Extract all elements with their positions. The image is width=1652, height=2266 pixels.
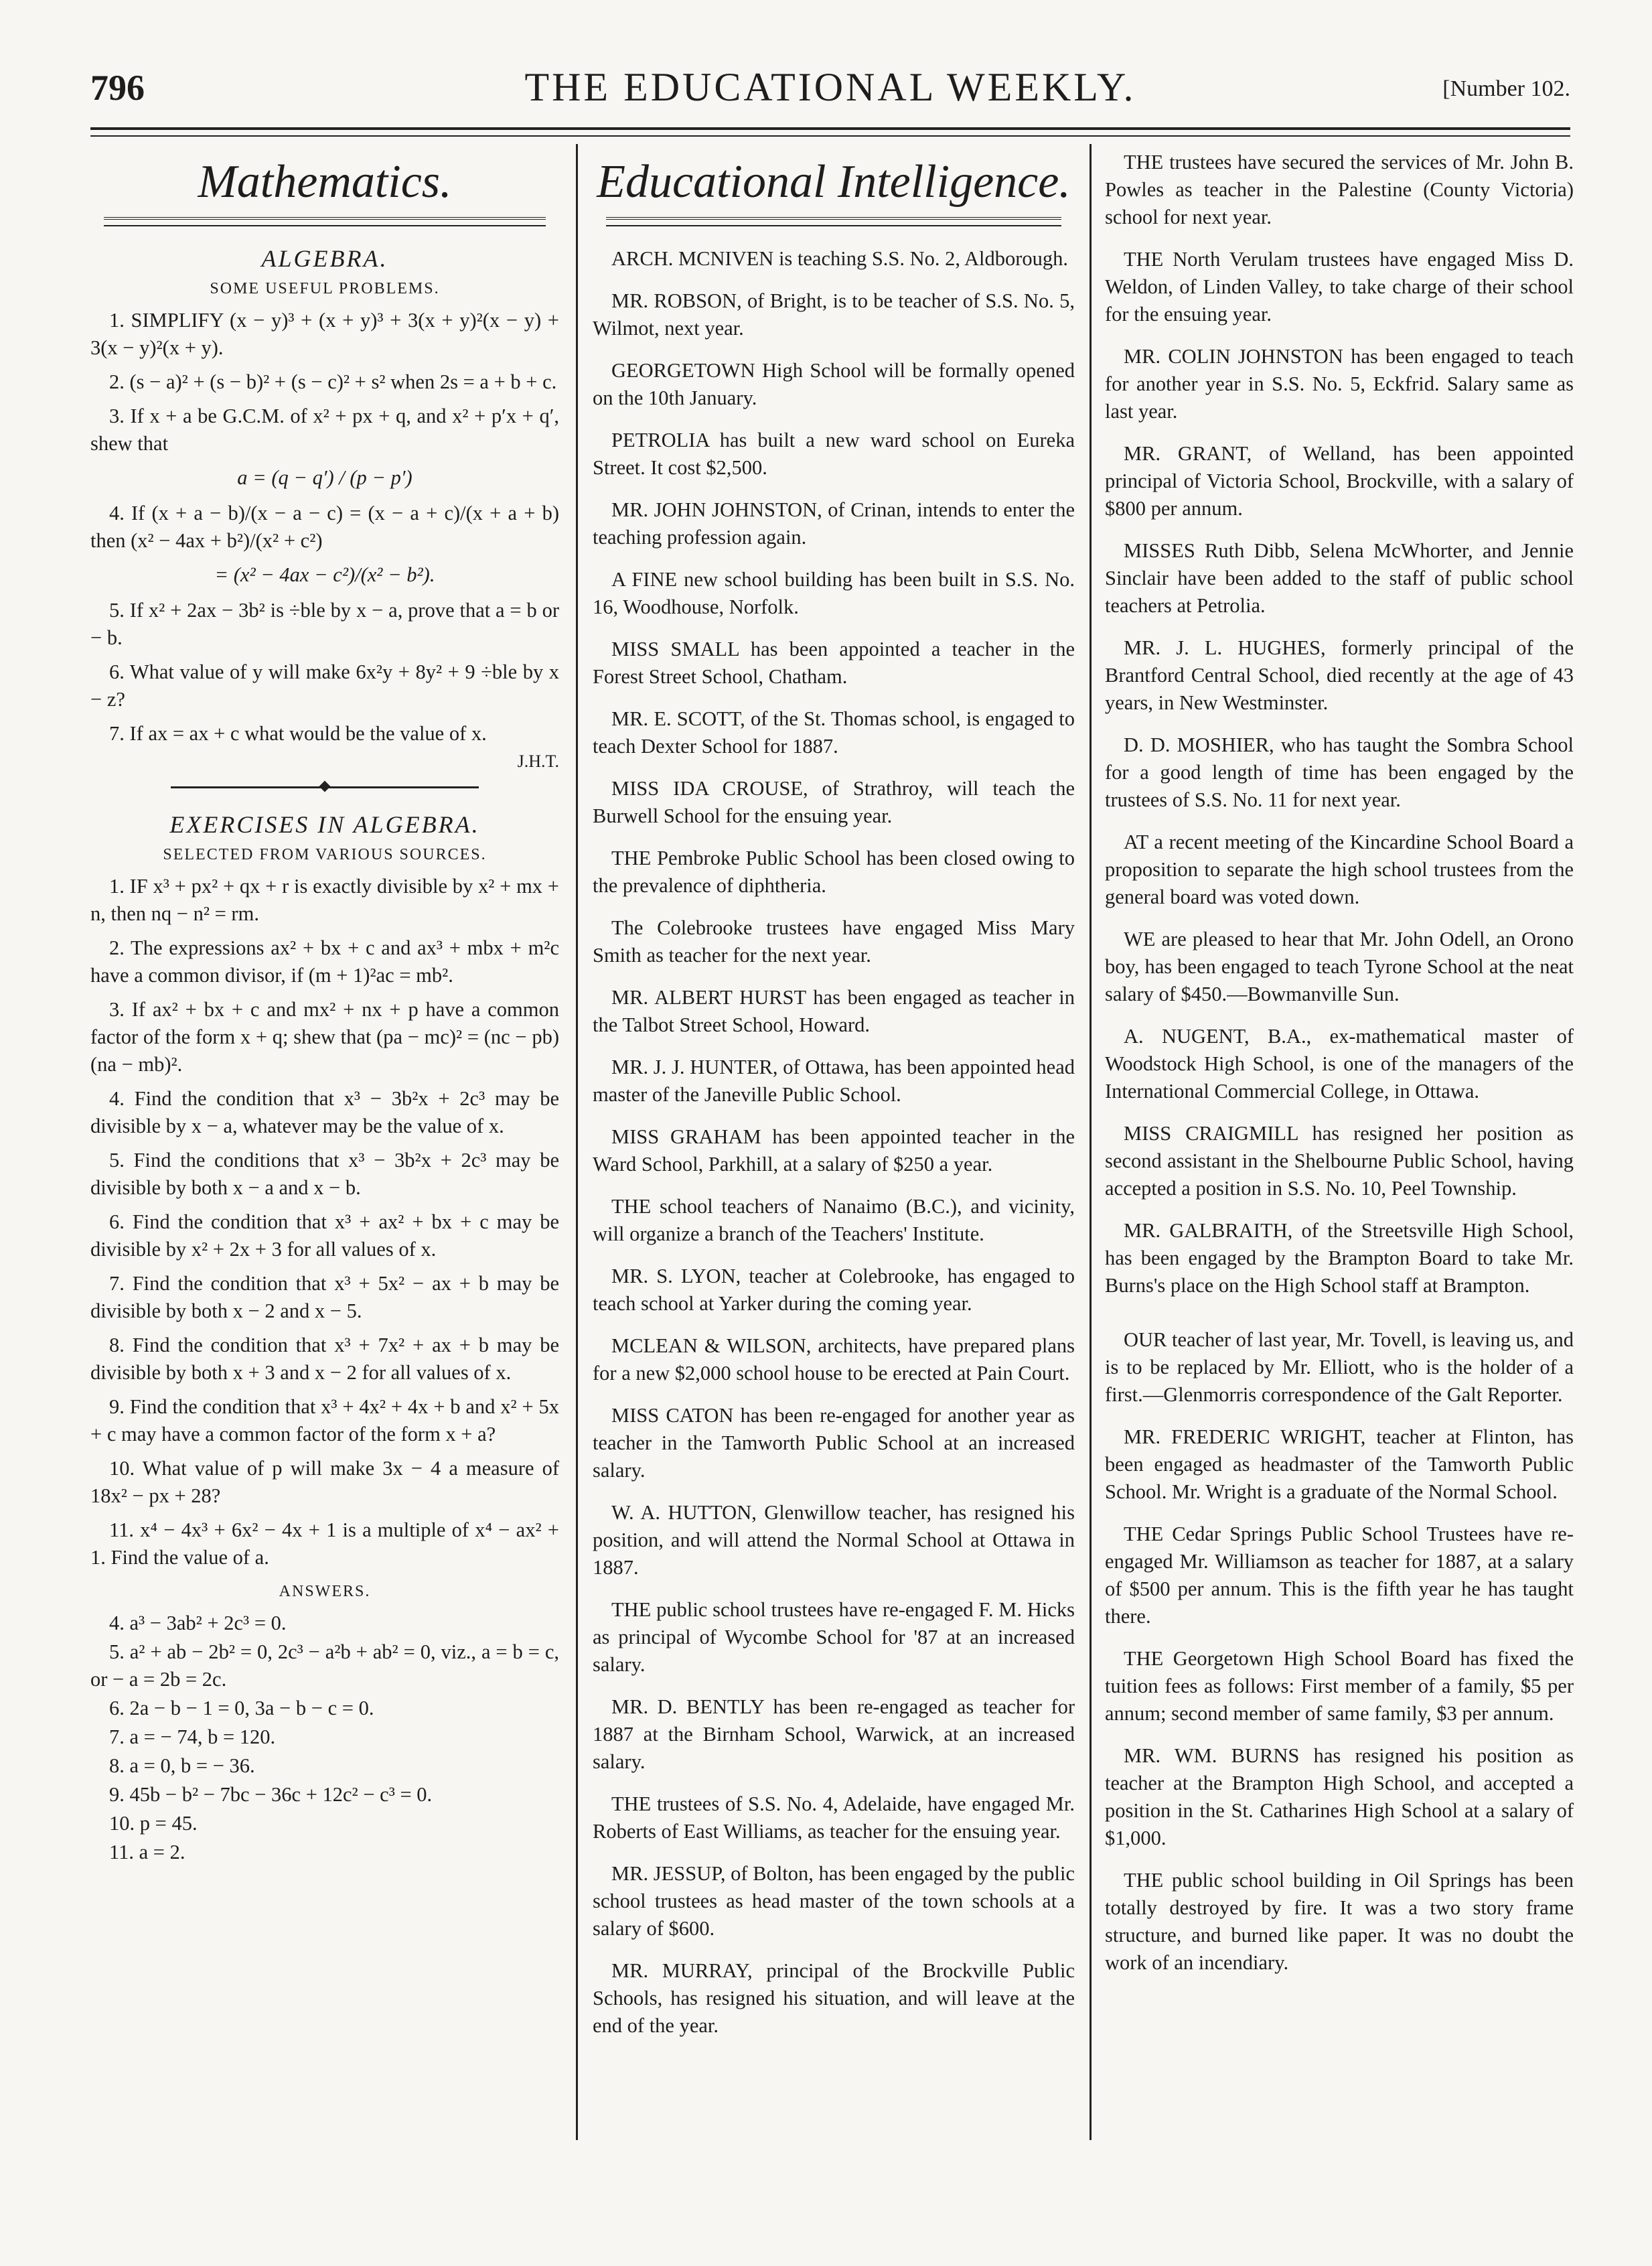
news-item: AT a recent meeting of the Kincardine School Board a proposition to separate the high school trustees from the general board was voted down.	[1105, 831, 1574, 908]
exercises-heading: EXERCISES IN ALGEBRA.	[169, 811, 480, 838]
news-item: THE trustees have secured the services of Mr. John B. Powles as teacher in the Palestine (County Victoria) school for next year.	[1105, 151, 1574, 228]
news-item: MR. GALBRAITH, of the Streetsville High School, has been engaged by the Brampton Board to take Mr. Burns's place on the High School staff at Brampton.	[1105, 1219, 1574, 1297]
news-item: MISS IDA CROUSE, of Strathroy, will teach the Burwell School for the ensuing year.	[593, 777, 1075, 827]
answer-9: 9. 45b − b² − 7bc − 36c + 12c² − c³ = 0.	[109, 1783, 433, 1806]
answer-8: 8. a = 0, b = − 36.	[109, 1754, 255, 1777]
answer-6: 6. 2a − b − 1 = 0, 3a − b − c = 0.	[109, 1697, 374, 1719]
answers-list	[90, 1610, 559, 1866]
masthead-title: THE EDUCATIONAL WEEKLY.	[524, 65, 1136, 109]
problem-7: 7. If ax = ax + c what would be the value of x.	[109, 722, 487, 745]
answer-7: 7. a = − 74, b = 120.	[109, 1725, 276, 1748]
page-header	[90, 62, 1570, 115]
exercise-10: 10. What value of p will make 3x − 4 a measure of 18x² − px + 28?	[90, 1457, 559, 1507]
news-item: THE Cedar Springs Public School Trustees have re-engaged Mr. Williamson as teacher for 1887, at a salary of $500 per annum. This is the fifth year he has taught there.	[1105, 1523, 1574, 1628]
news-item: MR. JOHN JOHNSTON, of Crinan, intends to enter the teaching profession again.	[593, 498, 1075, 549]
news-item: MR. MURRAY, principal of the Brockville Public Schools, has resigned his situation, and will leave at the end of the year.	[593, 1959, 1075, 2037]
educational-intelligence-title: Educational Intelligence.	[597, 156, 1071, 208]
problem-1: 1. SIMPLIFY (x − y)³ + (x + y)³ + 3(x + y)²(x − y) + 3(x − y)²(x + y).	[90, 309, 559, 359]
news-item: THE trustees of S.S. No. 4, Adelaide, have engaged Mr. Roberts of East Williams, as teacher for the ensuing year.	[593, 1792, 1075, 1843]
news-item: THE school teachers of Nanaimo (B.C.), and vicinity, will organize a branch of the Teachers' Institute.	[593, 1195, 1075, 1245]
news-item: A FINE new school building has been built in S.S. No. 16, Woodhouse, Norfolk.	[593, 568, 1075, 618]
news-item: MR. J. J. HUNTER, of Ottawa, has been appointed head master of the Janeville Public School.	[593, 1056, 1075, 1106]
problem-3-formula: a = (q − q′) / (p − p′)	[237, 466, 412, 489]
news-item: MISS CATON has been re-engaged for another year as teacher in the Tamworth Public School at an increased salary.	[593, 1404, 1075, 1482]
problem-5: 5. If x² + 2ax − 3b² is ÷ble by x − a, prove that a = b or − b.	[90, 599, 559, 649]
exercises-subheading: SELECTED FROM VARIOUS SOURCES.	[163, 846, 487, 863]
news-item: PETROLIA has built a new ward school on Eureka Street. It cost $2,500.	[593, 429, 1075, 479]
section-divider	[90, 780, 559, 794]
news-item: MISS CRAIGMILL has resigned her position as second assistant in the Shelbourne Public School, having accepted a position in S.S. No. 10, Peel Township.	[1105, 1122, 1574, 1200]
news-item: GEORGETOWN High School will be formally opened on the 10th January.	[593, 359, 1075, 409]
news-item: MR. S. LYON, teacher at Colebrooke, has engaged to teach school at Yarker during the coming year.	[593, 1265, 1075, 1315]
problem-4: 4. If (x + a − b)/(x − a − c) = (x − a + c)/(x + a + b) then (x² − 4ax + b²)/(x² + c²)	[90, 502, 559, 552]
problem-3: 3. If x + a be G.C.M. of x² + px + q, and x² + p′x + q′, shew that	[90, 405, 559, 455]
algebra-signature: J.H.T.	[517, 752, 559, 771]
news-item: OUR teacher of last year, Mr. Tovell, is leaving us, and is to be replaced by Mr. Elliott, who is the holder of a first.—Glenmorris correspondence of the Galt Reporter.	[1105, 1328, 1574, 1406]
news-item: ARCH. MCNIVEN is teaching S.S. No. 2, Aldborough.	[611, 247, 1069, 270]
issue-number: [Number 102.	[1442, 76, 1570, 101]
mathematics-column	[90, 155, 559, 1867]
mathematics-title: Mathematics.	[198, 156, 452, 208]
exercise-6: 6. Find the condition that x³ + ax² + bx + c may be divisible by x² + 2x + 3 for all values of x.	[90, 1210, 559, 1261]
exercise-9: 9. Find the condition that x³ + 4x² + 4x + b and x² + 5x + c may have a common factor of the form x + a?	[90, 1395, 559, 1445]
divider-ornament	[319, 781, 331, 792]
news-item: W. A. HUTTON, Glenwillow teacher, has resigned his position, and will attend the Normal School at Ottawa in 1887.	[593, 1501, 1075, 1579]
answer-5: 5. a² + ab − 2b² = 0, 2c³ − a²b + ab² = 0, viz., a = b = c, or − a = 2b = 2c.	[90, 1640, 559, 1691]
header-rule-bottom	[90, 135, 1570, 137]
news-item: MR. D. BENTLY has been re-engaged as teacher for 1887 at the Birnham School, Warwick, at an increased salary.	[593, 1695, 1075, 1773]
news-item: D. D. MOSHIER, who has taught the Sombra School for a good length of time has been engaged by the trustees of S.S. No. 11 for next year.	[1105, 733, 1574, 811]
exercise-4: 4. Find the condition that x³ − 3b²x + 2c³ may be divisible by x − a, whatever may be the value of x.	[90, 1087, 559, 1137]
news-item: MR. FREDERIC WRIGHT, teacher at Flinton, has been engaged as headmaster of the Tamworth Public School. Mr. Wright is a graduate of the Normal School.	[1105, 1425, 1574, 1503]
news-item: THE public school trustees have re-engaged F. M. Hicks as principal of Wycombe School for '87 at an increased salary.	[593, 1598, 1075, 1676]
exercise-7: 7. Find the condition that x³ + 5x² − ax + b may be divisible by both x − 2 and x − 5.	[90, 1272, 559, 1322]
news-item: MISSES Ruth Dibb, Selena McWhorter, and Jennie Sinclair have been added to the staff of public school teachers at Petrolia.	[1105, 539, 1574, 617]
algebra-heading: ALGEBRA.	[261, 245, 388, 272]
news-item: THE Georgetown High School Board has fixed the tuition fees as follows: First member of a family, $5 per annum; second member of same family, $3 per annum.	[1105, 1647, 1574, 1725]
exercise-5: 5. Find the conditions that x³ − 3b²x + 2c³ may be divisible by both x − a and x − b.	[90, 1149, 559, 1199]
news-item: THE public school building in Oil Springs has been totally destroyed by fire. It was a two story frame structure, and burned like paper. It was no doubt the work of an incendiary.	[1105, 1869, 1574, 1974]
news-item: MR. JESSUP, of Bolton, has been engaged by the public school trustees as head master of the town schools at a salary of $600.	[593, 1862, 1075, 1940]
news-item: WE are pleased to hear that Mr. John Odell, an Orono boy, has been engaged to teach Tyrone School at the neat salary of $450.—Bowmanville Sun.	[1105, 928, 1574, 1005]
exercise-11: 11. x⁴ − 4x³ + 6x² − 4x + 1 is a multiple of x⁴ − ax² + 1. Find the value of a.	[90, 1518, 559, 1569]
news-item: MR. ROBSON, of Bright, is to be teacher of S.S. No. 5, Wilmot, next year.	[593, 289, 1075, 340]
header-rule-top	[90, 127, 1570, 130]
problem-4-continuation: = (x² − 4ax − c²)/(x² − b²).	[214, 563, 435, 586]
news-item: MR. WM. BURNS has resigned his position as teacher at the Brampton High School, and accepted a position in the St. Catharines High School at a salary of $1,000.	[1105, 1744, 1574, 1849]
answer-11: 11. a = 2.	[109, 1841, 185, 1863]
news-item: The Colebrooke trustees have engaged Miss Mary Smith as teacher for the next year.	[593, 916, 1075, 967]
news-item: MR. ALBERT HURST has been engaged as teacher in the Talbot Street School, Howard.	[593, 986, 1075, 1036]
exercise-3: 3. If ax² + bx + c and mx² + nx + p have a common factor of the form x + q; shew that (pa − mc)² = (nc − pb) (na − mb)².	[90, 998, 559, 1076]
news-item: A. NUGENT, B.A., ex-mathematical master of Woodstock High School, is one of the managers of the International Commercial College, in Ottawa.	[1105, 1025, 1574, 1103]
educational-intelligence-column	[593, 155, 1075, 2054]
problem-6: 6. What value of y will make 6x²y + 8y² + 9 ÷ble by x − z?	[90, 660, 559, 711]
page-number: 796	[90, 68, 145, 108]
news-item: MISS GRAHAM has been appointed teacher in the Ward School, Parkhill, at a salary of $250 a year.	[593, 1125, 1075, 1176]
mathematics-title-rule	[104, 217, 546, 226]
problem-2: 2. (s − a)² + (s − b)² + (s − c)² + s² when 2s = a + b + c.	[109, 370, 557, 393]
exercise-8: 8. Find the condition that x³ + 7x² + ax + b may be divisible by both x + 3 and x − 2 for all values of x.	[90, 1334, 559, 1384]
news-item: THE Pembroke Public School has been closed owing to the prevalence of diphtheria.	[593, 847, 1075, 897]
algebra-subheading: SOME USEFUL PROBLEMS.	[210, 280, 440, 297]
exercise-2: 2. The expressions ax² + bx + c and ax³ + mbx + m²c have a common divisor, if (m + 1)²ac = mb².	[90, 936, 559, 987]
column-divider-left	[576, 144, 578, 2140]
exercise-1: 1. IF x³ + px² + qx + r is exactly divisible by x² + mx + n, then nq − n² = rm.	[90, 875, 559, 925]
column-divider-right	[1090, 144, 1092, 2140]
news-continued-column	[1105, 149, 1574, 1991]
educational-intelligence-title-rule	[606, 217, 1061, 226]
answer-4: 4. a³ − 3ab² + 2c³ = 0.	[109, 1612, 287, 1634]
answers-heading: ANSWERS.	[279, 1583, 371, 1600]
news-item: MISS SMALL has been appointed a teacher in the Forest Street School, Chatham.	[593, 638, 1075, 688]
news-item: MR. COLIN JOHNSTON has been engaged to teach for another year in S.S. No. 5, Eckfrid. Salary same as last year.	[1105, 345, 1574, 423]
answer-10: 10. p = 45.	[109, 1812, 198, 1835]
news-item: THE North Verulam trustees have engaged Miss D. Weldon, of Linden Valley, to take charge of their school for the ensuing year.	[1105, 248, 1574, 326]
news-item: MCLEAN & WILSON, architects, have prepared plans for a new $2,000 school house to be erected at Pain Court.	[593, 1334, 1075, 1385]
news-item: MR. GRANT, of Welland, has been appointed principal of Victoria School, Brockville, with a salary of $800 per annum.	[1105, 442, 1574, 520]
news-item: MR. E. SCOTT, of the St. Thomas school, is engaged to teach Dexter School for 1887.	[593, 707, 1075, 758]
news-item: MR. J. L. HUGHES, formerly principal of the Brantford Central School, died recently at the age of 43 years, in New Westminster.	[1105, 636, 1574, 714]
